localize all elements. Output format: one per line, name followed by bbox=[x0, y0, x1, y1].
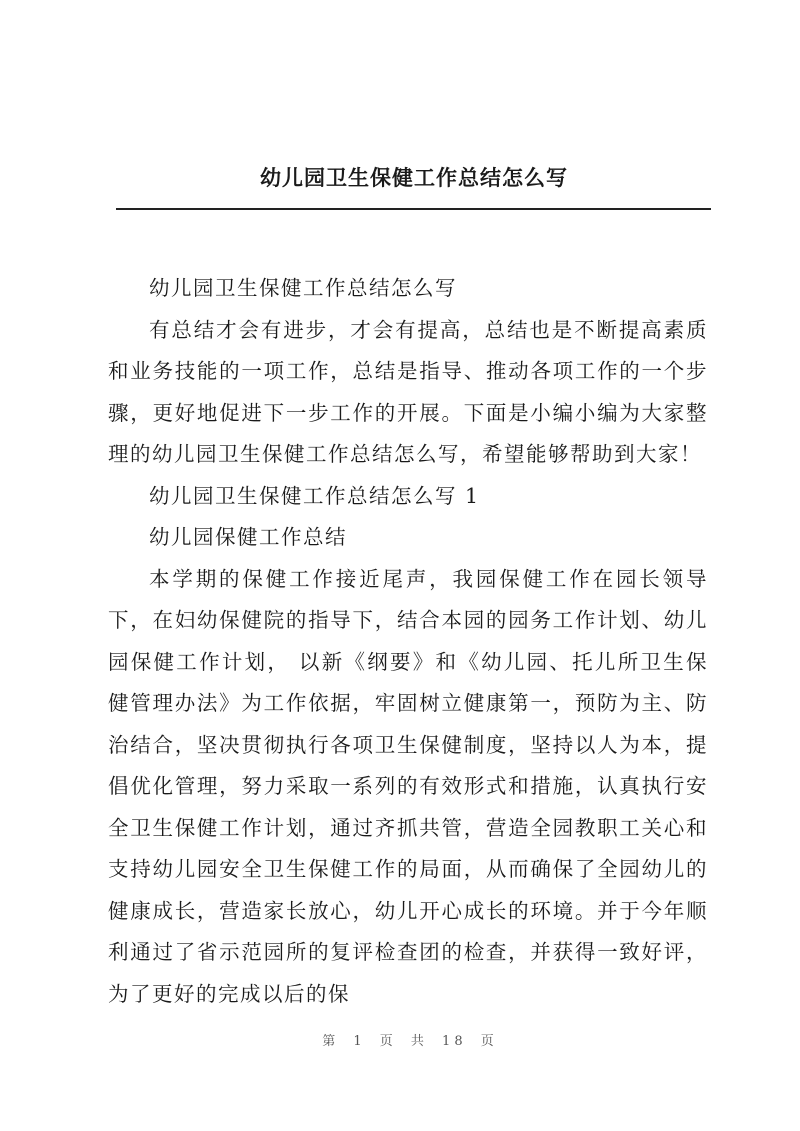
paragraph-subtitle: 幼儿园保健工作总结 bbox=[149, 525, 347, 549]
paragraph-section-title: 幼儿园卫生保健工作总结怎么写 1 bbox=[149, 483, 480, 508]
title-underline bbox=[116, 208, 711, 210]
page-number-footer: 第 1 页 共 18 页 bbox=[322, 1034, 498, 1049]
document-title: 幼儿园卫生保健工作总结怎么写 bbox=[260, 165, 568, 190]
document-body bbox=[108, 268, 708, 1015]
paragraph-heading: 幼儿园卫生保健工作总结怎么写 bbox=[149, 276, 457, 300]
paragraph-intro: 有总结才会有进步，才会有提高，总结也是不断提高素质和业务技能的一项工作，总结是指导、推动各项工作的一个步骤，更好地促进下一步工作的开展。下面是小编小编为大家整理的幼儿园卫生保健工作总结怎么写，希望能够帮助到大家！ bbox=[108, 317, 708, 466]
paragraph-body: 本学期的保健工作接近尾声，我园保健工作在园长领导下，在妇幼保健院的指导下，结合本园的园务工作计划、幼儿园保健工作计划， 以新《纲要》和《幼儿园、托儿所卫生保健管理办法》为工作依据，牢固树立健康第一，预防为主、防治结合，坚决贯彻执行各项卫生保健制度，坚持以人为本，提倡优化管理，努力采取一系列的有效形式和措施，认真执行安全卫生保健工作计划，通过齐抓共管，营造全园教职工关心和支持幼儿园安全卫生保健工作的局面，从而确保了全园幼儿的健康成长，营造家长放心，幼儿开心成长的环境。并于今年顺利通过了省示范园所的复评检查团的检查，并获得一致好评，为了更好的完成以后的保 bbox=[108, 566, 708, 1006]
